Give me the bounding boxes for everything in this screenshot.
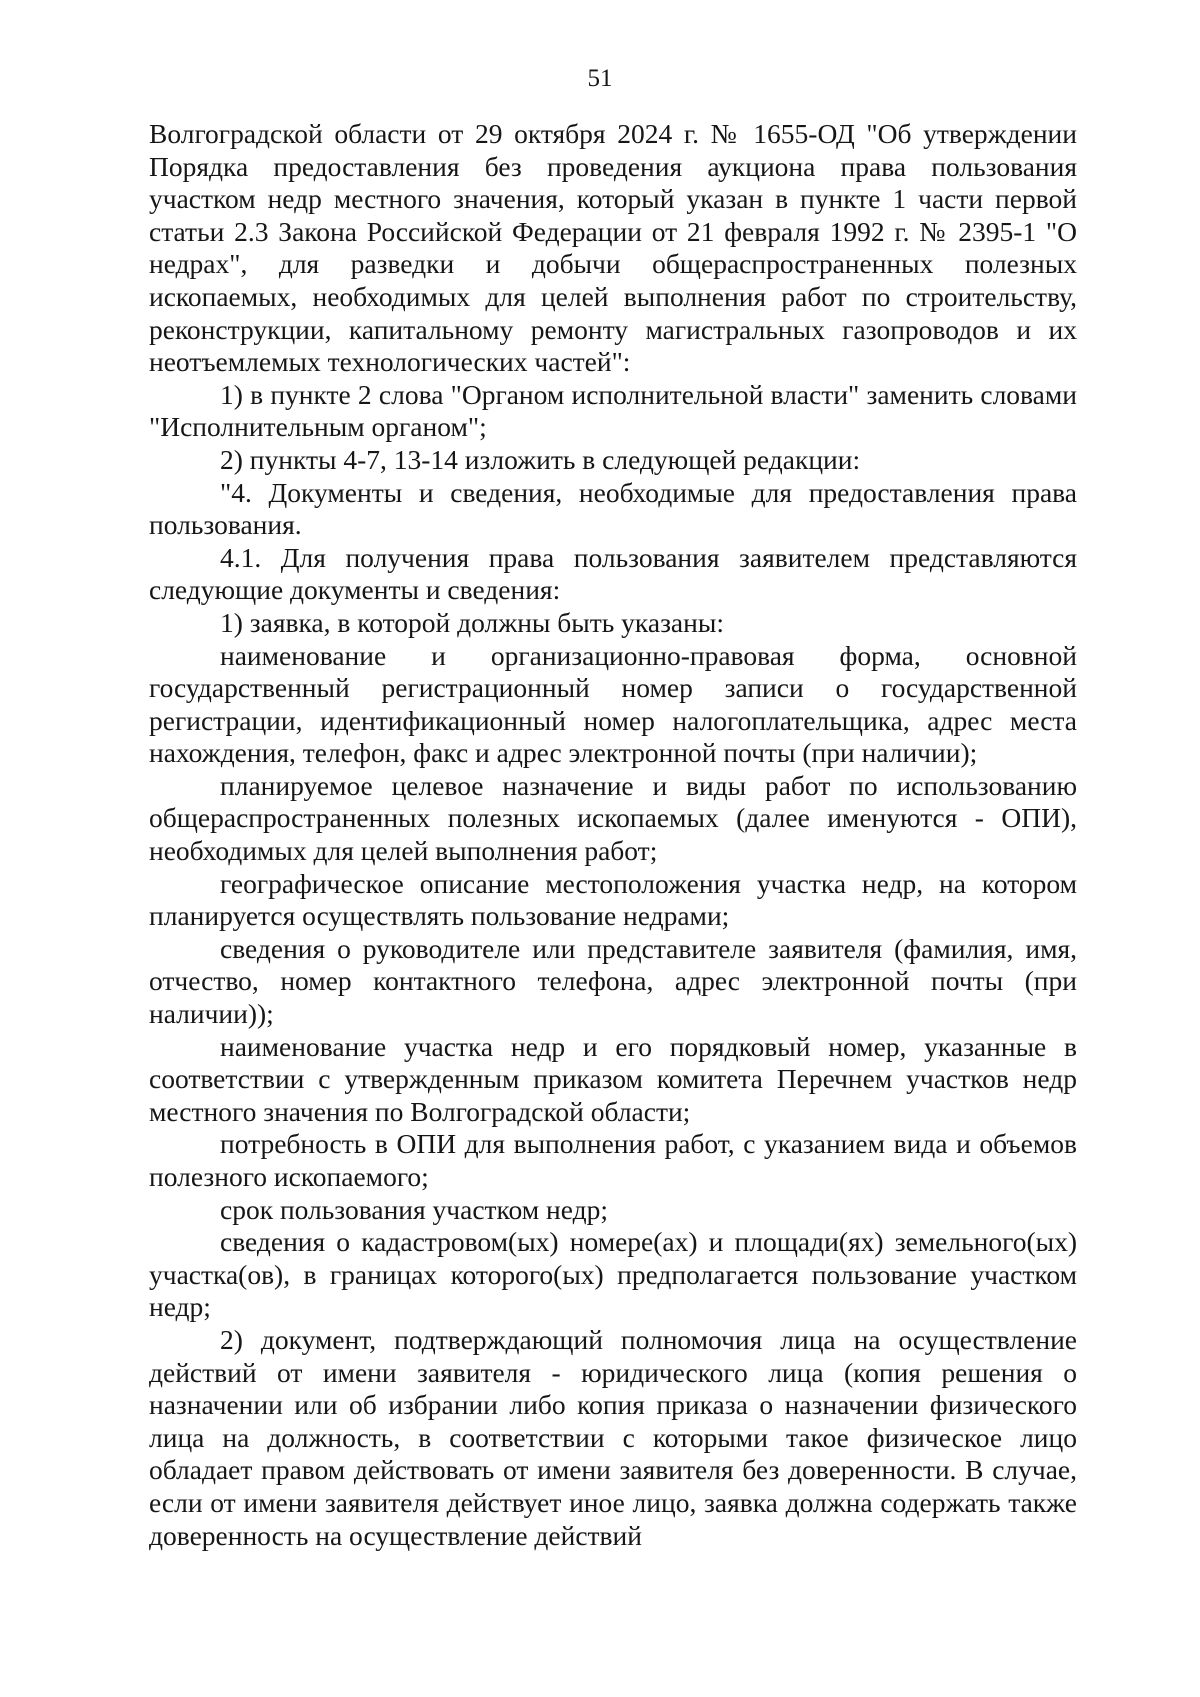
paragraph-subitem-2: 2) документ, подтверждающий полномочия лица на осуществление действий от имени заявителя - юридического лица (копия решения о назначении или об избрании либо копия приказа о назначении физического лица на должность, в соответствии с которыми такое физическое лицо обладает правом действовать от имени заявителя без доверенности. В случае, если от имени заявителя действует иное лицо, заявка должна содержать также доверенность на осуществление действий: [149, 1323, 1077, 1551]
page-number: 51: [587, 65, 613, 92]
paragraph-cadastral-info: сведения о кадастровом(ых) номере(ах) и площади(ях) земельного(ых) участка(ов), в границах которого(ых) предполагается пользование участком недр;: [149, 1226, 1077, 1323]
paragraph-item-1: 1) в пункте 2 слова "Органом исполнительной власти" заменить словами "Исполнительным органом";: [149, 378, 1077, 443]
paragraph-opi-demand: потребность в ОПИ для выполнения работ, с указанием вида и объемов полезного ископаемого;: [149, 1128, 1077, 1192]
paragraph-applicant-name: наименование и организационно-правовая форма, основной государственный регистрационный номер записи о государственной регистрации, идентификационный номер налогоплательщика, адрес места нахождения, телефон, факс и адрес электронной почты (при наличии);: [149, 639, 1077, 769]
paragraph-point-4-1: 4.1. Для получения права пользования заявителем представляются следующие документы и сведения:: [149, 541, 1077, 606]
paragraph-point-4: "4. Документы и сведения, необходимые для предоставления права пользования.: [149, 476, 1077, 541]
paragraph-representative-info: сведения о руководителе или представителе заявителя (фамилия, имя, отчество, номер контактного телефона, адрес электронной почты (при наличии));: [149, 932, 1077, 1030]
paragraph-item-2: 2) пункты 4-7, 13-14 изложить в следующей редакции:: [220, 443, 861, 475]
paragraph-geographic-description: географическое описание местоположения участка недр, на котором планируется осуществлять пользование недрами;: [149, 867, 1077, 932]
paragraph-subsoil-plot-name: наименование участка недр и его порядковый номер, указанные в соответствии с утвержденным приказом комитета Перечнем участков недр местного значения по Волгоградской области;: [149, 1030, 1077, 1127]
paragraph-amendment-intro: Волгоградской области от 29 октября 2024 г. № 1655-ОД "Об утверждении Порядка предоставления без проведения аукциона права пользования участком недр местного значения, который указан в пункте 1 части первой статьи 2.3 Закона Российской Федерации от 21 февраля 1992 г. № 2395-1 "О недрах", для разведки и добычи общераспространенных полезных ископаемых, необходимых для целей выполнения работ по строительству, реконструкции, капитальному ремонту магистральных газопроводов и их неотъемлемых технологических частей":: [149, 118, 1077, 378]
document-body: [149, 118, 1077, 1552]
paragraph-planned-purpose: планируемое целевое назначение и виды работ по использованию общераспространенных полезных ископаемых (далее именуются - ОПИ), необходимых для целей выполнения работ;: [149, 769, 1077, 867]
paragraph-subitem-1: 1) заявка, в которой должны быть указаны:: [220, 606, 724, 638]
paragraph-usage-term: срок пользования участком недр;: [220, 1193, 608, 1225]
